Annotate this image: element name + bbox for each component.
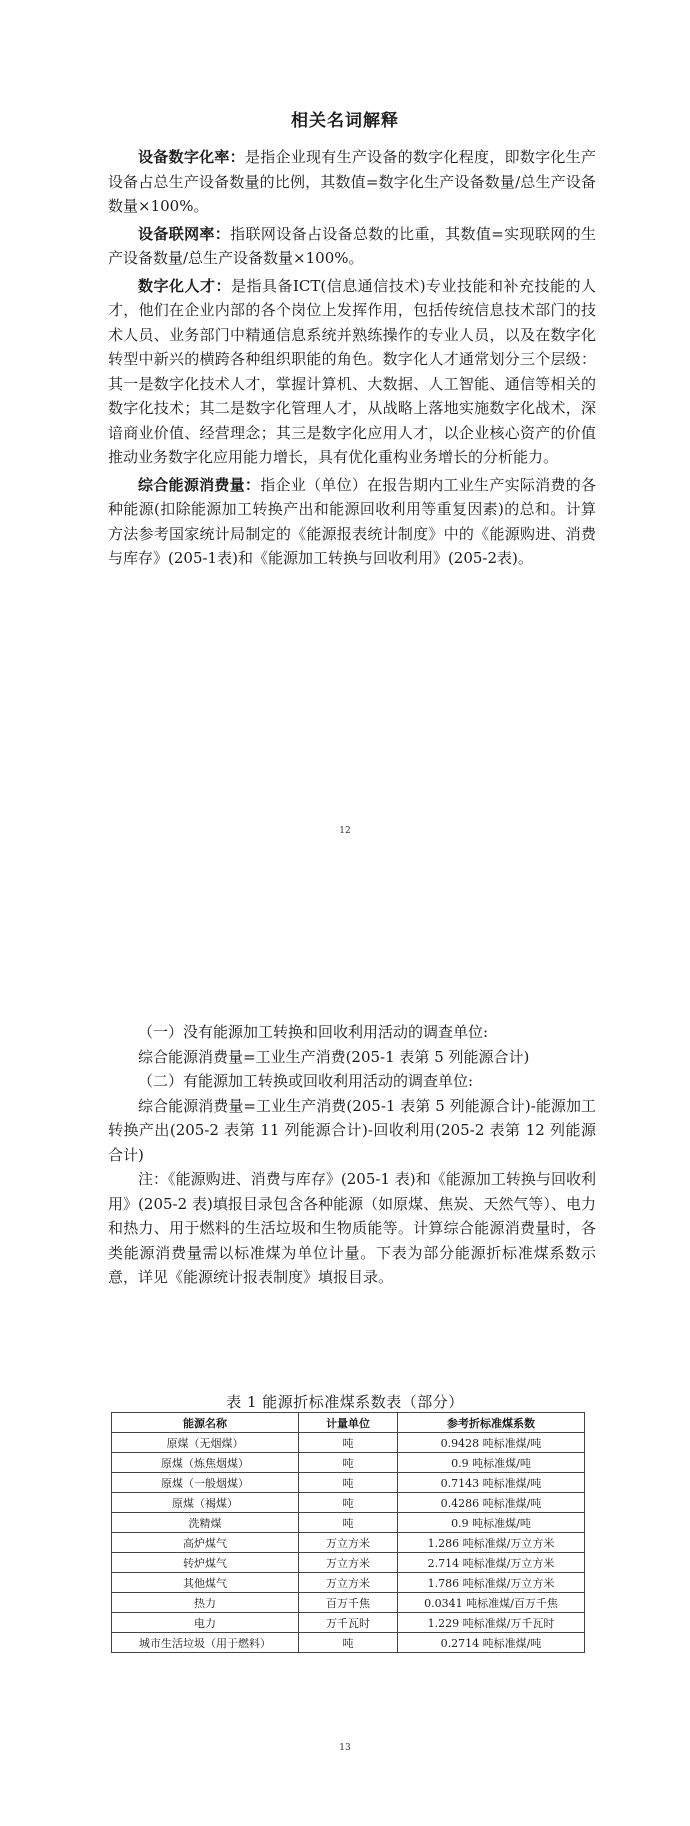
formula-line: 综合能源消费量=工业生产消费(205-1 表第 5 列能源合计)-能源加工转换产出(205-2 表第 11 列能源合计)-回收利用(205-2 表第 12 列能源合计) xyxy=(108,1096,596,1164)
table-cell: 原煤（炼焦烟煤） xyxy=(112,1453,299,1473)
table-row xyxy=(112,1473,585,1493)
table-cell: 万立方米 xyxy=(299,1533,398,1553)
table-row xyxy=(112,1573,585,1593)
table-cell: 吨 xyxy=(299,1453,398,1473)
definition-term: 设备数字化率： xyxy=(138,148,245,166)
column-header-coefficient: 参考折标准煤系数 xyxy=(398,1413,585,1433)
table-cell: 百万千焦 xyxy=(299,1593,398,1613)
table-cell: 原煤（一般烟煤） xyxy=(112,1473,299,1493)
column-header-unit: 计量单位 xyxy=(299,1413,398,1433)
definition-text: 指联网设备占设备总数的比重，其数值=实现联网的生产设备数量/总生产设备数量×100%。 xyxy=(108,224,596,267)
table-cell: 0.7143 吨标准煤/吨 xyxy=(398,1473,585,1493)
table-cell: 1.786 吨标准煤/万立方米 xyxy=(398,1573,585,1593)
table-cell: 吨 xyxy=(299,1473,398,1493)
table-row xyxy=(112,1533,585,1553)
table-cell: 吨 xyxy=(299,1633,398,1653)
table-cell: 吨 xyxy=(299,1433,398,1453)
table-cell: 电力 xyxy=(112,1613,299,1633)
table-cell: 0.0341 吨标准煤/百万千焦 xyxy=(398,1593,585,1613)
document-page-2 xyxy=(0,913,690,1826)
definition-text: 是指企业现有生产设备的数字化程度，即数字化生产设备占总生产设备数量的比例，其数值=数字化生产设备数量/总生产设备数量×100%。 xyxy=(108,148,596,215)
definition-paragraph xyxy=(108,274,596,470)
table-row xyxy=(112,1433,585,1453)
definition-text: 是指具备ICT(信息通信技术)专业技能和补充技能的人才，他们在企业内部的各个岗位上发挥作用，包括传统信息技术部门的技术人员、业务部门中精通信息系统并熟练操作的专业人员，以及在数字化转型中新兴的横跨各种组织职能的角色。数字化人才通常划分三个层级：其一是数字化技术人才，掌握计算机、大数据、人工智能、通信等相关的数字化技术；其二是数字化管理人才，从战略上落地实施数字化战术，深谙商业价值、经营理念；其三是数字化应用人才，以企业核心资产的价值推动业务数字化应用能力增长，具有优化重构业务增长的分析能力。 xyxy=(108,276,596,466)
definition-paragraph xyxy=(108,473,596,571)
table-cell: 0.4286 吨标准煤/吨 xyxy=(398,1493,585,1513)
table-cell: 原煤（褐煤） xyxy=(112,1493,299,1513)
case-heading: （一）没有能源加工转换和回收利用活动的调查单位: xyxy=(138,1023,489,1041)
table-row xyxy=(112,1593,585,1613)
table-row xyxy=(112,1613,585,1633)
table-cell: 城市生活垃圾（用于燃料） xyxy=(112,1633,299,1653)
table-cell: 吨 xyxy=(299,1513,398,1533)
table-cell: 洗精煤 xyxy=(112,1513,299,1533)
table-cell: 1.229 吨标准煤/万千瓦时 xyxy=(398,1613,585,1633)
formula-line: 综合能源消费量=工业生产消费(205-1 表第 5 列能源合计) xyxy=(138,1047,530,1066)
table-cell: 万立方米 xyxy=(299,1553,398,1573)
table-cell: 其他煤气 xyxy=(112,1573,299,1593)
formula-block xyxy=(108,1020,596,1290)
page-number: 13 xyxy=(339,1743,351,1753)
page-number: 12 xyxy=(339,826,351,836)
table-cell: 万立方米 xyxy=(299,1573,398,1593)
definition-paragraph xyxy=(108,145,596,219)
conversion-table xyxy=(111,1412,585,1653)
definition-term: 数字化人才： xyxy=(138,276,231,295)
table-cell: 0.9 吨标准煤/吨 xyxy=(398,1513,585,1533)
table-cell: 高炉煤气 xyxy=(112,1533,299,1553)
table-row xyxy=(112,1553,585,1573)
page-title: 相关名词解释 xyxy=(291,111,399,131)
table-cell: 原煤（无烟煤） xyxy=(112,1433,299,1453)
table-cell: 吨 xyxy=(299,1493,398,1513)
table-row xyxy=(112,1453,585,1473)
table-row xyxy=(112,1493,585,1513)
table-cell: 万千瓦时 xyxy=(299,1613,398,1633)
table-caption: 表 1 能源折标准煤系数表（部分） xyxy=(226,1393,464,1411)
column-header-energy-name: 能源名称 xyxy=(112,1413,299,1433)
table-cell: 2.714 吨标准煤/万立方米 xyxy=(398,1553,585,1573)
definition-term: 设备联网率： xyxy=(138,224,231,243)
definitions-block xyxy=(108,145,596,571)
definition-paragraph xyxy=(108,222,596,271)
table-cell: 转炉煤气 xyxy=(112,1553,299,1573)
definition-text: 指企业（单位）在报告期内工业生产实际消费的各种能源(扣除能源加工转换产出和能源回收利用等重复因素)的总和。计算方法参考国家统计局制定的《能源报表统计制度》中的《能源购进、消费与库存》(205-1表)和《能源加工转换与回收利用》(205-2表)。 xyxy=(108,475,596,567)
table-cell: 0.9428 吨标准煤/吨 xyxy=(398,1433,585,1453)
table-cell: 0.9 吨标准煤/吨 xyxy=(398,1453,585,1473)
table-row xyxy=(112,1633,585,1653)
definition-term: 综合能源消费量： xyxy=(138,475,261,494)
table-cell: 0.2714 吨标准煤/吨 xyxy=(398,1633,585,1653)
case-heading: （二）有能源加工转换或回收利用活动的调查单位: xyxy=(138,1072,474,1090)
table-cell: 1.286 吨标准煤/万立方米 xyxy=(398,1533,585,1553)
table-header-row xyxy=(112,1413,585,1433)
table-row xyxy=(112,1513,585,1533)
table-cell: 热力 xyxy=(112,1593,299,1613)
note-paragraph: 注：《能源购进、消费与库存》(205-1 表)和《能源加工转换与回收利用》(205-2 表)填报目录包含各种能源（如原煤、焦炭、天然气等）、电力和热力、用于燃料的生活垃圾和生物质能等。计算综合能源消费量时，各类能源消费量需以标准煤为单位计量。下表为部分能源折标准煤系数示意，详见《能源统计报表制度》填报目录。 xyxy=(108,1170,596,1286)
